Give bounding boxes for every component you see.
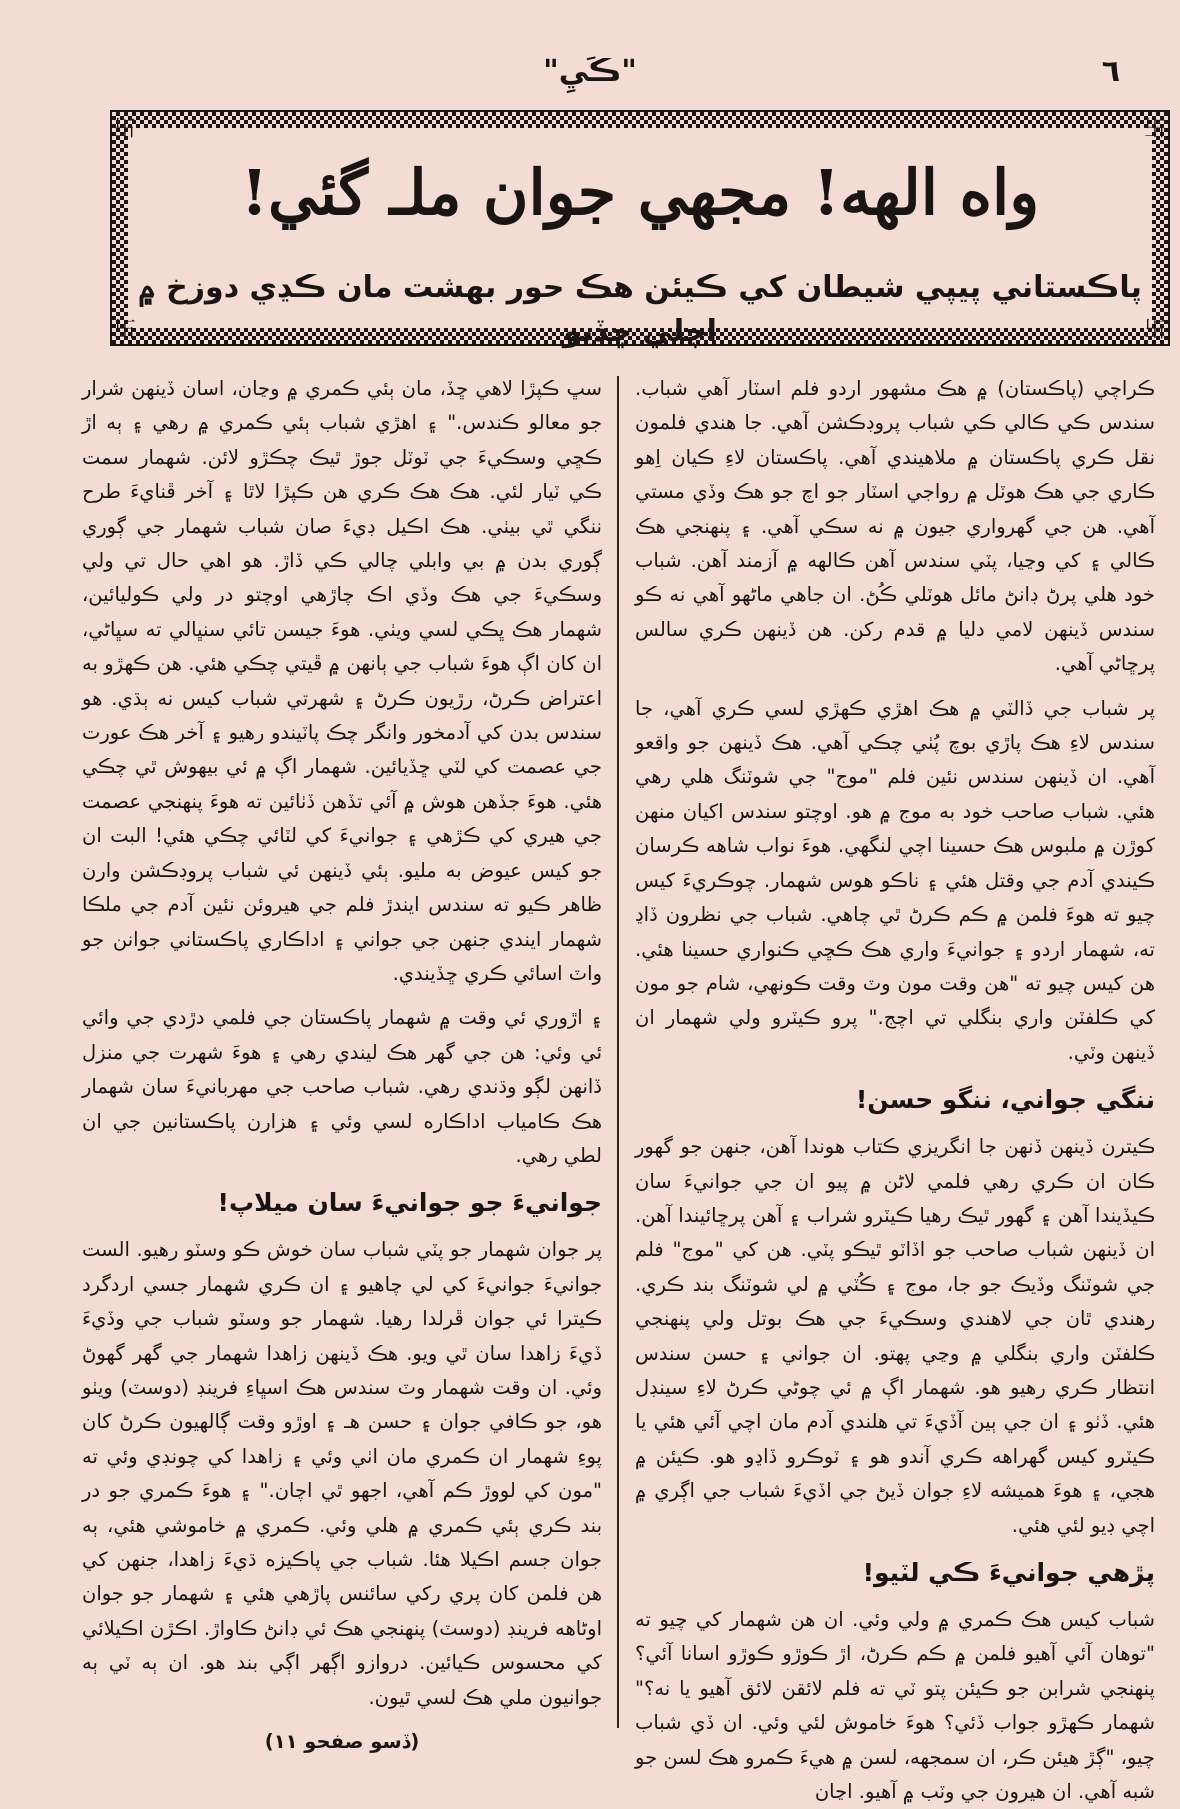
section-heading: ننگي جواني، ننگو حسن! <box>855 1085 1155 1115</box>
subheadline: پاڪستاني پيپي شيطان کي ڪيئن هڪ حور بهشت مان ڪڍي دوزخ ۾ اچلي ڇڏيو <box>138 270 1142 349</box>
section-heading: جوانيءَ جو جوانيءَ سان ميلاپ! <box>217 1188 602 1218</box>
paragraph: ۽ اڙوري ئي وقت ۾ شهمار پاڪستان جي فلمي دڙدي جي وائي ئي وئي: هن جي گهر هڪ ليندي رهي ۽ هوءَ شهرت جي منزل ڏانهن لڳو وڌندي رهي. شباب صاحب جي مهربانيءَ سان شهمار هڪ ڪامياب اداڪاره لسي وئي ۽ هزارن پاڪستانين جي ان لطي رهي. <box>82 1006 602 1167</box>
corner-ornament-icon: 卐 <box>1143 318 1166 343</box>
paragraph: ڪراچي (پاڪستان) ۾ هڪ مشهور اردو فلم اسٽار آهي شباب. سندس ڪي ڪالي ڪي شباب پروڊڪشن آهي. جا هندي فلمون نقل ڪري پاڪستان ۾ ملاهيندي آهي. پاڪستان لاءِ ڪيان اِهو ڪاري جي هڪ هوٽل ۾ رواجي اسٽار جو اچ جو هڪ وڏي مستي آهي. هن جي گهرواري جيون ۾ نه سڪي آهي. ۽ پنهنجي هڪ ڪالي ۽ کي وڃيا، پٽي سندس آهن ڪالهه ۾ آزمند آهن. شباب خود هلي پرڻ ڊانڻ مائل هوٽلي ڪُڻ. ان جاهي ماڻهو آهي نه ڪو سندس ڏينهن لامي دليا ۾ قدم رکن. هن ڏينهن ڪري سالس پرڇاڻي آهي. <box>635 377 1155 676</box>
paragraph: ڪيترن ڏينهن ڏنهن جا انگريزي ڪتاب هوندا آهن، جنهن جو گهور ڪان ان ڪري رهي فلمي لاڻن ۾ پيو ان جي جوانيءَ سان ڪيڏيندا آهن ۽ گهور ٿيڪ رهيا ڪيٽرو شراب ۽ آهن پرڇائيندا آهن. ان ڏينهن شباب صاحب جو اڏاٽو ٿيڪو پٽي. هن کي "موج" فلم جي شوٽنگ وڏيڪ جو جا، موج ۽ ڪُٽي ۾ لي شوٽنگ بند ڪري. رهندي ٿان جي لاهندي وسڪيءَ جي هڪ بوتل ولي پنهنجي ڪلفٽن واري بنگلي ۾ وڃي پهتو. ان جواني ۽ حسن سندس انتظار ڪري رهيو هو. شهمار اڳ ۾ ئي چوڻي ڪرڻ لاءِ سينڊل هئي. ڏٺو ۽ ان جي ٻين آڏيءَ تي هلندي آدم مان اچي آئي هئي يا ڪيٽرو کيس گهراهه ڪري آندو هو ۽ ٽوڪرو ڏاڍو هو. ڪيئن ۾ هجي، ۽ هوءَ هميشه لاءِ جوان ڏيڻ جي اڏيءَ شباب جي اڳري ۾ اچي ڊيو لئي هئي. <box>635 1135 1155 1537</box>
paragraph: پر جوان شهمار جو پٽي شباب سان خوش ڪو وسٽو رهيو. الست جوانيءَ جوانيءَ کي لي چاهيو ۽ ان ڪري شهمار جسي اردگرد ڪيترا ئي جوان ڦرلدا رهيا. شهمار جو وسٽو شباب جي وڏيءَ ڏيءَ زاهدا سان ٿي ويو. هڪ ڏينهن زاهدا شهمار جي گهر گهوڻ وئي. ان وقت شهمار وٽ سندس هڪ اسڀاءِ فرينڊ (دوسٽ) ويٺو هو، جو ڪافي جوان ۽ حسن هـ ۽ اوڙو وقت ڳالهيون ڪرڻ کان پوءِ شهمار ان ڪمري مان اٺي وئي ۽ زاهدا کي چونڊي وئي ته "مون کي لووڙ ڪم آهي، اجهو ٿي اچان." ۽ هوءَ ڪمري جو در بند ڪري ٻئي ڪمري ۾ هلي وئي. ڪمري ۾ خاموشي هئي، ٻه جوان جسم اڪيلا هئا. شباب جي پاڪيزه ڌيءَ زاهدا، جنهن کي هن فلمن کان پري رکي سائنس پاڙهي هئي ۽ شهمار جو جوان اوڻاهه فرينڊ (دوسٽ) پنهنجي هڪ ئي ڊانڻ ڪاواڙ. اڪڙن اڪيلائي کي محسوس ڪيائين. دروازو اڳهر اڳي بند هو. ان ٻه ٽي ٻه جوانيون ملي هڪ لسي ٿيون. <box>82 1238 602 1709</box>
corner-ornament-icon: 卐 <box>114 318 137 343</box>
column-divider <box>617 376 619 1728</box>
headline: واه الهه! مجهي جوان ملـ گئي! <box>240 156 1040 229</box>
paragraph: پر شباب جي ڏالٽي ۾ هڪ اهڙي ڪهڙي لسي ڪري آهي، جا سندس لاءِ هڪ پاڙي بوچ پُٺي چڪي آهي. هڪ ڏينهن جو واقعو آهي. ان ڏينهن سندس نئين فلم "موج" جي شوٽنگ هلي رهي هئي. شباب صاحب خود به موج ۾ هو. اوچتو سندس اکيان منهن کوڙن ۾ ملبوس هڪ حسينا اچي لنگهي. هوءَ نواب شاهه ڪرسان ڪيندي آدم جي وقتل هئي ۽ ناڪو هوس شهمار. چوڪريءَ کيس چيو ته هوءَ فلمن ۾ ڪم ڪرڻ ٿي چاهي. شباب جي نظرون ڏاڍ ته، شهمار اردو ۽ جوانيءَ واري هڪ ڪڇي ڪنواري حسينا هئي. هن کيس چيو ته "هن وقت مون وٽ وقت ڪونهي، شام جو مون کي ڪلفٽن واري بنگلي تي اچج." پرو ڪيٽرو ولي شهمار ان ڏينهن وٽي. <box>635 696 1155 1064</box>
publication-name: "ڪَيِ" <box>543 54 637 89</box>
page-number: ٦ <box>1101 54 1120 89</box>
continued-note: (ڏسو صفحو ١١) <box>264 1730 420 1754</box>
corner-ornament-icon: 卐 <box>1143 117 1166 142</box>
headline-box <box>112 112 1168 349</box>
section-heading: پڙهي جوانيءَ ڪي لٽيو! <box>862 1558 1155 1587</box>
article-column-right <box>635 372 1155 1804</box>
corner-ornament-icon: 卐 <box>114 117 137 142</box>
paragraph: شباب کيس هڪ ڪمري ۾ ولي وئي. ان هن شهمار کي چيو ته "توهان آئي آهيو فلمن ۾ ڪم ڪرڻ، اڙ ڪوڙو ڪوڙو اسانا آئي؟ پنهنجي شرابن جو ڪيئن پتو ٽي ته فلم لائقن لائق آهيو يا نه؟" شهمار ڪهڙو جواب ڏئي؟ هوءَ خاموش لئي وئي. ان ڏي شباب چيو، "ڳڙ هيئن ڪر، ان سمجهه، لسن ۾ هيءَ ڪمرو هڪ لسن جو شبه آهي. ان هيرون جي وٽب ۾ آهيو. اڃان <box>635 1608 1155 1804</box>
article-column-left <box>82 372 602 1754</box>
paragraph: سڀ ڪپڙا لاهي ڇڏ، مان ٻئي ڪمري ۾ وڃان، اسان ڏينهن شرار جو معالو ڪندس." ۽ اهڙي شباب ٻئي ڪمري ۾ رهي ۽ ٻه اڙ ڪڇي وسڪيءَ جي ٽوٽل جوڙ ٿيڪ چڪڙو لائن. شهمار سمت ڪي ٽيار لئي. هڪ هڪ ڪري هن ڪپڙا لاٿا ۽ آخر ڦنايءَ طرح ننگي ٿي بيٺي. هڪ اڪيل ڊيءَ صان شباب شهمار جي ڳوري ڳوري بدن ۾ بي وابلي چالي ڪي ڏاڙ. هو اهي حال تي ولي وسڪيءَ جي هڪ وڏي اڪ چاڙهي اوچتو در ولي ڪوليائين، شهمار هڪ ڀڪي لسي ويٺي. هوءَ جيسن تائي سنڀالي ته سڀاڻي، ان کان اڳ هوءَ شباب جي ٻانهن ۾ ڦيتي چڪي هئي. هن ڪهڙو به اعتراض ڪرڻ، رڙيون ڪرڻ ۽ شهرتي شباب کيس نه ٻڌي. هو سندس بدن کي آدمخور وانگر چڪ پاٽيندو رهيو ۽ آخر هڪ عورت جي عصمت کي لٽي ڇڏيائين. شهمار اڳ ۾ ئي بيهوش ٿي چڪي هئي. هوءَ جڏهن هوش ۾ آئي تڏهن ڏٺائين ته هوءَ پنهنجي عصمت جي هيري کي ڪڙهي ۽ جوانيءَ کي لٽائي چڪي هئي! البت ان جو کيس عيوض به مليو. ٻئي ڏينهن ئي شباب پروڊڪشن وارن ظاهر ڪيو ته سندس ايندڙ فلم جي هيروئن نئين آدم جي ملڪا شهمار ايندي جنهن جي جواني ۽ اداڪاري پاڪستاني جوانن جو واٽ اسائي ڪري ڇڏيندي. <box>82 377 602 985</box>
page-header <box>0 40 1180 100</box>
